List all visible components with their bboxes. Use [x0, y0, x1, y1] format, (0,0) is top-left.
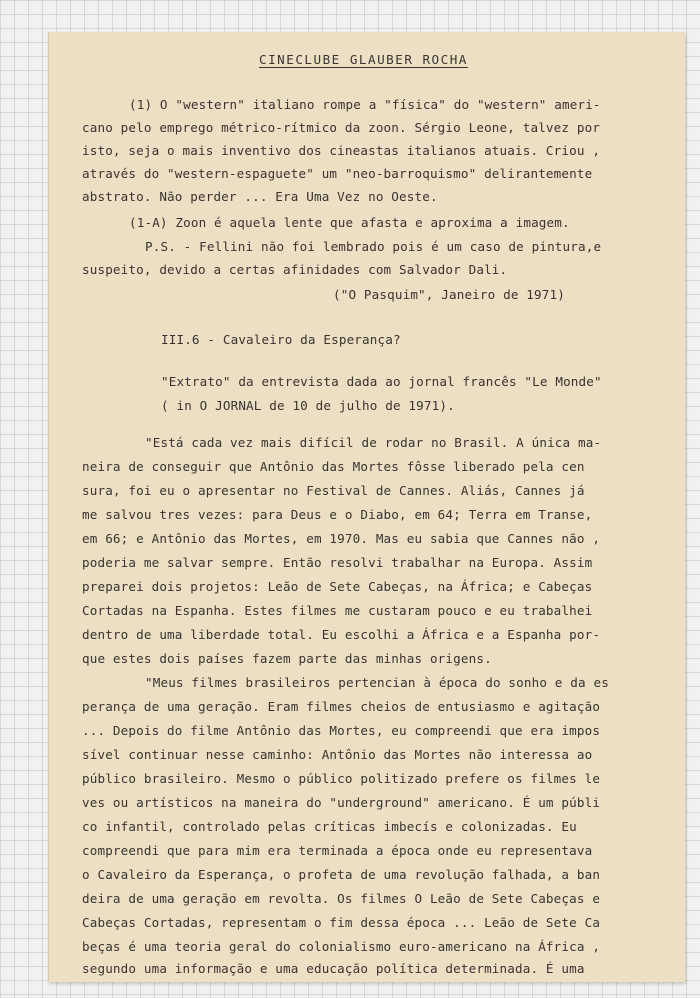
- text-line: ... Depois do filme Antônio das Mortes, eu compreendi que era impos: [82, 723, 601, 738]
- text-line: Cabeças Cortadas, representam o fim dessa época ... Leão de Sete Ca: [82, 915, 601, 930]
- text-line: através do "western-espaguete" um "neo-barroquismo" delirantemente: [82, 166, 593, 181]
- text-line: segundo uma informação e uma educação política determinada. É uma: [82, 961, 585, 976]
- text-line: poderia me salvar sempre. Então resolvi trabalhar na Europa. Assim: [82, 555, 593, 570]
- text-line: neira de conseguir que Antônio das Mortes fôsse liberado pela cen: [82, 459, 585, 474]
- text-line: público brasileiro. Mesmo o público politizado prefere os filmes le: [82, 771, 601, 786]
- text-line: suspeito, devido a certas afinidades com Salvador Dali.: [82, 262, 508, 277]
- text-line: "Meus filmes brasileiros pertencian à época do sonho e da es: [145, 675, 609, 690]
- typewritten-page: [48, 32, 685, 982]
- text-line: abstrato. Não perder ... Era Uma Vez no Oeste.: [82, 189, 438, 204]
- text-line: sível continuar nesse caminho: Antônio das Mortes não interessa ao: [82, 747, 593, 762]
- text-line: dentro de uma liberdade total. Eu escolhi a África e a Espanha por-: [82, 627, 601, 642]
- text-line: que estes dois países fazem parte das minhas origens.: [82, 651, 492, 666]
- text-line: co infantil, controlado pelas críticas imbecís e colonizadas. Eu: [82, 819, 577, 834]
- text-line: "Está cada vez mais difícil de rodar no Brasil. A única ma-: [145, 435, 602, 450]
- text-line: "Extrato" da entrevista dada ao jornal francês "Le Monde": [161, 374, 602, 389]
- text-line: ves ou artísticos na maneira do "underground" americano. É um públi: [82, 795, 601, 810]
- source-citation: ("O Pasquim", Janeiro de 1971): [333, 287, 565, 302]
- text-line: o Cavaleiro da Esperança, o profeta de uma revolução falhada, a ban: [82, 867, 601, 882]
- text-line: perança de uma geração. Eram filmes cheios de entusiasmo e agitação: [82, 699, 601, 714]
- text-line: deira de uma geração em revolta. Os filmes O Leão de Sete Cabeças e: [82, 891, 601, 906]
- text-line: Cortadas na Espanha. Estes filmes me custaram pouco e eu trabalhei: [82, 603, 593, 618]
- text-line: ( in O JORNAL de 10 de julho de 1971).: [161, 398, 455, 413]
- text-line: P.S. - Fellini não foi lembrado pois é um caso de pintura,e: [145, 239, 602, 254]
- text-line: isto, seja o mais inventivo dos cineastas italianos atuais. Criou ,: [82, 143, 601, 158]
- text-line: (1-A) Zoon é aquela lente que afasta e aproxima a imagem.: [129, 215, 570, 230]
- text-line: me salvou tres vezes: para Deus e o Diabo, em 64; Terra em Transe,: [82, 507, 593, 522]
- document-title: CINECLUBE GLAUBER ROCHA: [259, 52, 468, 67]
- text-line: preparei dois projetos: Leão de Sete Cabeças, na África; e Cabeças: [82, 579, 593, 594]
- text-line: beças é uma teoria geral do colonialismo euro-americano na África ,: [82, 939, 601, 954]
- text-line: sura, foi eu o apresentar no Festival de Cannes. Aliás, Cannes já: [82, 483, 585, 498]
- text-line: em 66; e Antônio das Mortes, em 1970. Mas eu sabia que Cannes não ,: [82, 531, 601, 546]
- text-line: (1) O "western" italiano rompe a "física" do "western" ameri-: [129, 97, 601, 112]
- text-line: compreendi que para mim era terminada a época onde eu representava: [82, 843, 593, 858]
- text-line: cano pelo emprego métrico-rítmico da zoon. Sérgio Leone, talvez por: [82, 120, 601, 135]
- section-heading: III.6 - Cavaleiro da Esperança?: [161, 332, 401, 347]
